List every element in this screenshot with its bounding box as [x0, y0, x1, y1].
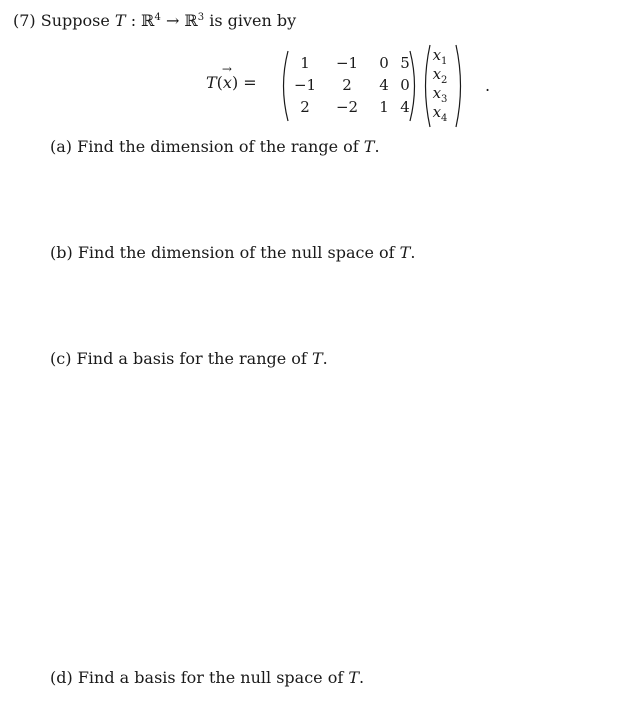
matrix-entry: 0 — [379, 54, 389, 72]
matrix-entry: −2 — [335, 98, 359, 116]
matrix-entry: 4 — [400, 98, 410, 116]
matrix-entry: 4 — [379, 76, 389, 94]
domain-space: ℝ$^4$ — [141, 11, 161, 30]
equals-sign: = — [243, 73, 257, 92]
vector-entry: $x_4$ — [432, 103, 448, 124]
vector-right-paren — [454, 44, 464, 128]
matrix-entry: −1 — [335, 54, 359, 72]
part-d: (d) Find a basis for the null space of T. — [50, 668, 365, 687]
input-vector — [426, 46, 454, 122]
transformation-equation — [200, 40, 500, 130]
transformation-matrix — [288, 52, 414, 118]
matrix-right-paren — [408, 50, 418, 122]
part-a: (a) Find the dimension of the range of T. — [50, 137, 380, 156]
problem-number: (7) — [13, 11, 36, 30]
vector-entry: $x_2$ — [432, 65, 448, 86]
equation-lhs: T( → x) = — [206, 62, 257, 92]
matrix-entry: 1 — [379, 98, 389, 116]
maps-to-arrow: → — [165, 11, 180, 30]
vector-entry: $x_3$ — [432, 84, 448, 105]
matrix-entry: −1 — [293, 76, 317, 94]
matrix-entry: 2 — [300, 98, 310, 116]
vector-arrow-icon: → — [221, 62, 232, 76]
matrix-entry: 5 — [400, 54, 410, 72]
part-c: (c) Find a basis for the range of T. — [50, 349, 328, 368]
matrix-entry: 2 — [342, 76, 352, 94]
codomain-space: ℝ$^3$ — [184, 11, 205, 30]
intro-suffix: is given by — [209, 11, 297, 30]
map-symbol: T — [114, 11, 126, 30]
colon: : — [130, 11, 137, 30]
problem-statement — [13, 11, 296, 30]
equation-period: . — [485, 76, 491, 95]
vector-entry: $x_1$ — [432, 46, 448, 67]
matrix-entry: 1 — [300, 54, 310, 72]
intro-prefix: Suppose — [40, 11, 110, 30]
part-b: (b) Find the dimension of the null space of T. — [50, 243, 416, 262]
matrix-entry: 0 — [400, 76, 410, 94]
